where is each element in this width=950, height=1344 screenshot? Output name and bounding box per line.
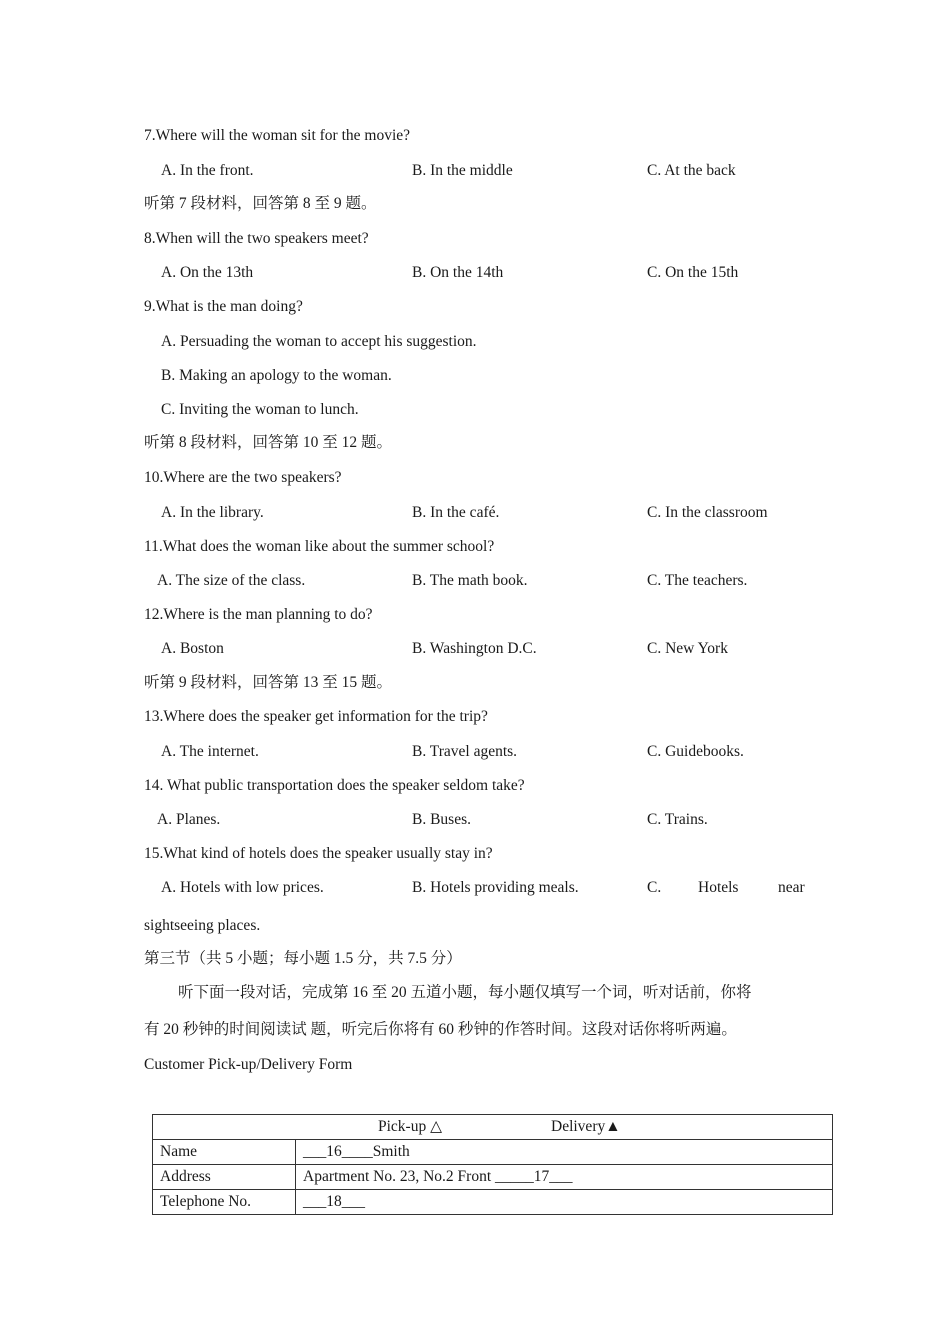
q12-option-b: B. Washington D.C. — [412, 640, 537, 657]
q7-option-a: A. In the front. — [161, 162, 254, 179]
telephone-label: Telephone No. — [153, 1190, 296, 1215]
q12-option-a: A. Boston — [161, 640, 224, 657]
q9-option-a: A. Persuading the woman to accept his suggestion. — [161, 333, 477, 350]
section-9-instruction: 听第 9 段材料，回答第 13 至 15 题。 — [144, 674, 393, 691]
part3-instruction-line2: 有 20 秒钟的时间阅读试 题，听完后你将有 60 秒钟的作答时间。这段对话你将听两遍。 — [144, 1021, 737, 1038]
section-8-instruction: 听第 8 段材料，回答第 10 至 12 题。 — [144, 434, 393, 451]
q15-option-c-continued: sightseeing places. — [144, 917, 261, 934]
q8-option-a: A. On the 13th — [161, 264, 254, 281]
q15-option-b: B. Hotels providing meals. — [412, 879, 579, 896]
delivery-form-table — [152, 1114, 833, 1215]
q13-option-c: C. Guidebooks. — [647, 743, 744, 760]
q14-stem: 14. What public transportation does the speaker seldom take? — [144, 777, 525, 794]
q10-option-a: A. In the library. — [161, 504, 264, 521]
q15-stem: 15.What kind of hotels does the speaker usually stay in? — [144, 845, 493, 862]
q8-stem: 8.When will the two speakers meet? — [144, 230, 369, 247]
name-label: Name — [153, 1140, 296, 1165]
q9-option-b: B. Making an apology to the woman. — [161, 367, 392, 384]
table-row — [153, 1140, 833, 1165]
form-title: Customer Pick-up/Delivery Form — [144, 1056, 353, 1073]
q8-option-c: C. On the 15th — [647, 264, 739, 281]
q11-option-b: B. The math book. — [412, 572, 528, 589]
name-value: ___16____Smith — [296, 1140, 833, 1165]
address-value: Apartment No. 23, No.2 Front _____17___ — [296, 1165, 833, 1190]
q7-stem: 7.Where will the woman sit for the movie? — [144, 127, 411, 144]
q10-option-b: B. In the café. — [412, 504, 500, 521]
q9-option-c: C. Inviting the woman to lunch. — [161, 401, 359, 418]
q8-option-b: B. On the 14th — [412, 264, 504, 281]
q10-option-c: C. In the classroom — [647, 504, 768, 521]
q15-option-c-word1: Hotels — [698, 879, 739, 896]
q13-option-a: A. The internet. — [161, 743, 259, 760]
q14-option-a: A. Planes. — [157, 811, 221, 828]
table-row — [153, 1165, 833, 1190]
q11-option-c: C. The teachers. — [647, 572, 748, 589]
form-header-cell — [153, 1115, 833, 1140]
q7-option-c: C. At the back — [647, 162, 736, 179]
address-label: Address — [153, 1165, 296, 1190]
q15-option-a: A. Hotels with low prices. — [161, 879, 324, 896]
part3-heading: 第三节（共 5 小题；每小题 1.5 分，共 7.5 分） — [144, 950, 462, 967]
form-header-row — [153, 1115, 833, 1140]
q10-stem: 10.Where are the two speakers? — [144, 469, 342, 486]
q12-option-c: C. New York — [647, 640, 728, 657]
q15-option-c-letter: C. — [647, 879, 662, 896]
pickup-option: Pick-up △ — [378, 1118, 443, 1135]
q11-stem: 11.What does the woman like about the summer school? — [144, 538, 495, 555]
part3-instruction-line1: 听下面一段对话，完成第 16 至 20 五道小题，每小题仅填写一个词，听对话前，你将 — [178, 984, 752, 1001]
q15-option-c-word2: near — [778, 879, 805, 896]
delivery-option: Delivery▲ — [551, 1118, 621, 1135]
section-7-instruction: 听第 7 段材料，回答第 8 至 9 题。 — [144, 195, 377, 212]
telephone-value: ___18___ — [296, 1190, 833, 1215]
q14-option-b: B. Buses. — [412, 811, 471, 828]
q7-option-b: B. In the middle — [412, 162, 513, 179]
table-row — [153, 1190, 833, 1215]
q12-stem: 12.Where is the man planning to do? — [144, 606, 373, 623]
q13-stem: 13.Where does the speaker get information for the trip? — [144, 708, 488, 725]
q9-stem: 9.What is the man doing? — [144, 298, 303, 315]
q11-option-a: A. The size of the class. — [157, 572, 306, 589]
q14-option-c: C. Trains. — [647, 811, 708, 828]
q13-option-b: B. Travel agents. — [412, 743, 518, 760]
